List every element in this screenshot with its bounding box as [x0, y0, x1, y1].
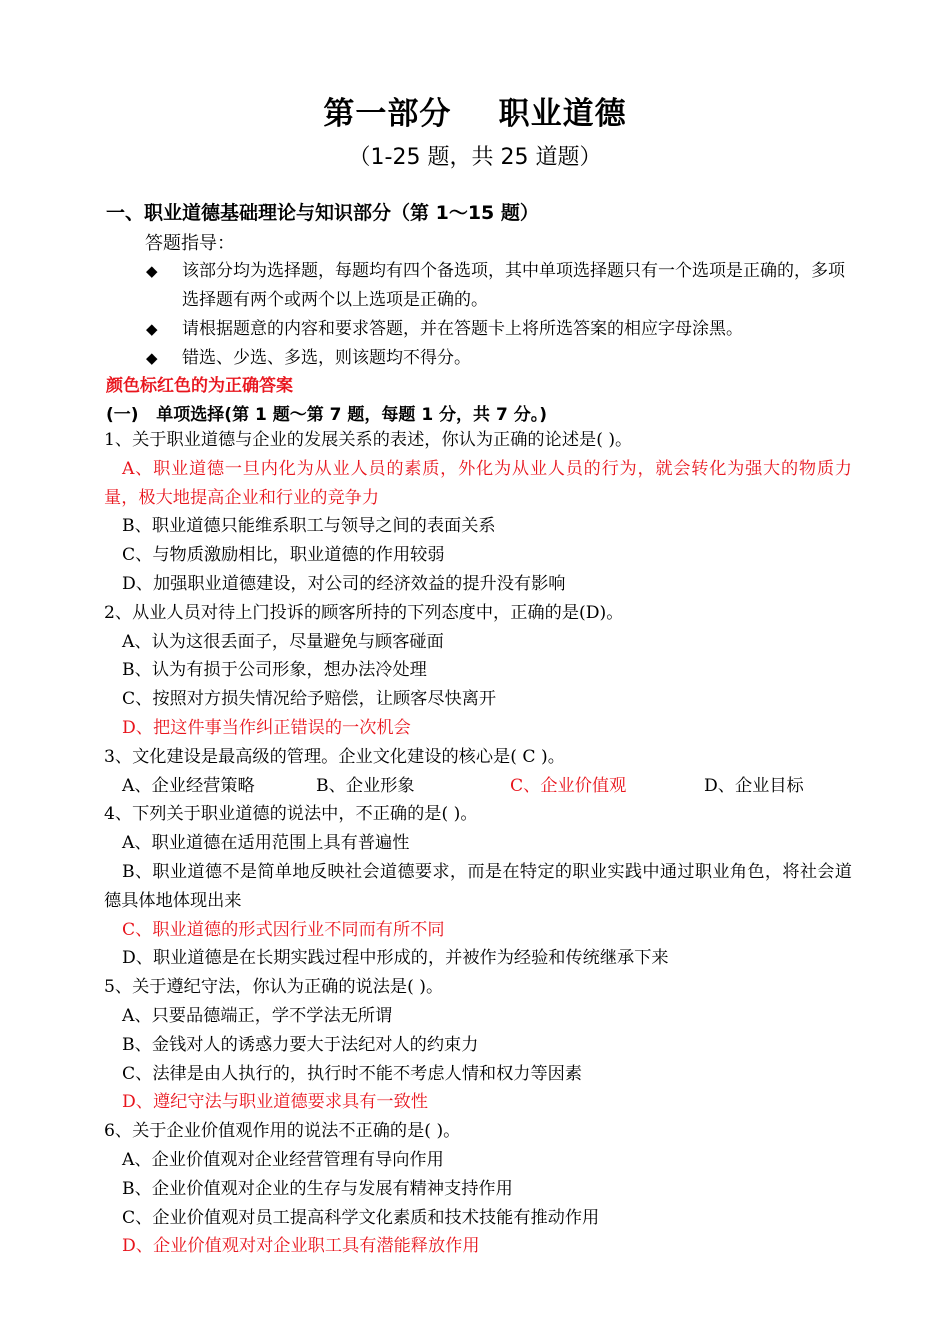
- instruction-text: 错选、少选、多选，则该题均不得分。: [182, 348, 471, 368]
- option-correct: D、遵纪守法与职业道德要求具有一致性: [122, 1092, 428, 1113]
- question-list: [104, 426, 852, 1261]
- option-correct: C、职业道德的形式因行业不同而有所不同: [122, 919, 445, 940]
- option: A、企业经营策略: [122, 775, 255, 796]
- question-stem: 3、文化建设是最高级的管理。企业文化建设的核心是( C )。: [104, 746, 565, 767]
- option: B、认为有损于公司形象，想办法冷处理: [122, 660, 427, 681]
- section-heading: 一、职业道德基础理论与知识部分（第 1～15 题）: [106, 202, 539, 224]
- diamond-bullet-icon: ◆: [146, 349, 158, 367]
- diamond-bullet-icon: ◆: [146, 262, 158, 280]
- option: B、企业价值观对企业的生存与发展有精神支持作用: [122, 1178, 513, 1199]
- guide-label: 答题指导：: [145, 233, 235, 254]
- option: B、职业道德只能维系职工与领导之间的表面关系: [122, 516, 496, 537]
- option: C、法律是由人执行的，执行时不能不考虑人情和权力等因素: [122, 1063, 583, 1084]
- option: C、与物质激励相比，职业道德的作用较弱: [122, 545, 445, 566]
- option-correct: D、企业价值观对对企业职工具有潜能释放作用: [122, 1236, 480, 1257]
- option: D、职业道德是在长期实践过程中形成的，并被作为经验和传统继承下来: [122, 948, 669, 969]
- option-correct: D、把这件事当作纠正错误的一次机会: [122, 717, 411, 738]
- question-stem: 5、关于遵纪守法，你认为正确的说法是( )。: [104, 977, 444, 998]
- page-title: 第一部分 职业道德: [323, 96, 627, 132]
- option-correct: A、职业道德一旦内化为从业人员的素质，外化为从业人员的行为，就会转化为强大的物质力量，极大地提高企业和行业的竞争力: [104, 458, 852, 508]
- question-stem: 6、关于企业价值观作用的说法不正确的是( )。: [104, 1121, 461, 1142]
- instruction-text: 该部分均为选择题，每题均有四个备选项，其中单项选择题只有一个选项是正确的，多项选择题有两个或两个以上选项是正确的。: [182, 261, 845, 310]
- instruction-item: [146, 257, 856, 315]
- option-correct: C、企业价值观: [510, 775, 627, 796]
- inline-options: [104, 772, 852, 801]
- question-stem: 4、下列关于职业道德的说法中，不正确的是( )。: [104, 804, 478, 825]
- option: A、职业道德在适用范围上具有普遍性: [122, 833, 410, 854]
- option: C、企业价值观对员工提高科学文化素质和技术技能有推动作用: [122, 1207, 600, 1228]
- option: A、只要品德端正，学不学法无所谓: [122, 1005, 393, 1026]
- option: B、金钱对人的诱惑力要大于法纪对人的约束力: [122, 1034, 479, 1055]
- page-subtitle: （1-25 题，共 25 道题）: [348, 145, 602, 170]
- option: B、企业形象: [316, 775, 415, 796]
- subsection-heading: (一) 单项选择(第 1 题～第 7 题，每题 1 分，共 7 分。): [106, 405, 547, 425]
- question-stem: 1、关于职业道德与企业的发展关系的表述，你认为正确的论述是( )。: [104, 430, 633, 450]
- instruction-list: [146, 257, 856, 373]
- option: B、职业道德不是简单地反映社会道德要求，而是在特定的职业实践中通过职业角色，将社会道德具体地体现出来: [104, 861, 852, 911]
- option: D、加强职业道德建设，对公司的经济效益的提升没有影响: [122, 573, 566, 594]
- option: A、认为这很丢面子，尽量避免与顾客碰面: [122, 631, 444, 652]
- question-stem: 2、从业人员对待上门投诉的顾客所持的下列态度中，正确的是(D)。: [104, 602, 624, 623]
- instruction-item: [146, 344, 856, 373]
- option: D、企业目标: [704, 775, 804, 796]
- diamond-bullet-icon: ◆: [146, 320, 158, 338]
- answer-color-note: 颜色标红色的为正确答案: [106, 376, 293, 396]
- option: A、企业价值观对企业经营管理有导向作用: [122, 1149, 444, 1170]
- instruction-item: [146, 315, 856, 344]
- instruction-text: 请根据题意的内容和要求答题，并在答题卡上将所选答案的相应字母涂黑。: [182, 319, 743, 339]
- option: C、按照对方损失情况给予赔偿，让顾客尽快离开: [122, 689, 497, 710]
